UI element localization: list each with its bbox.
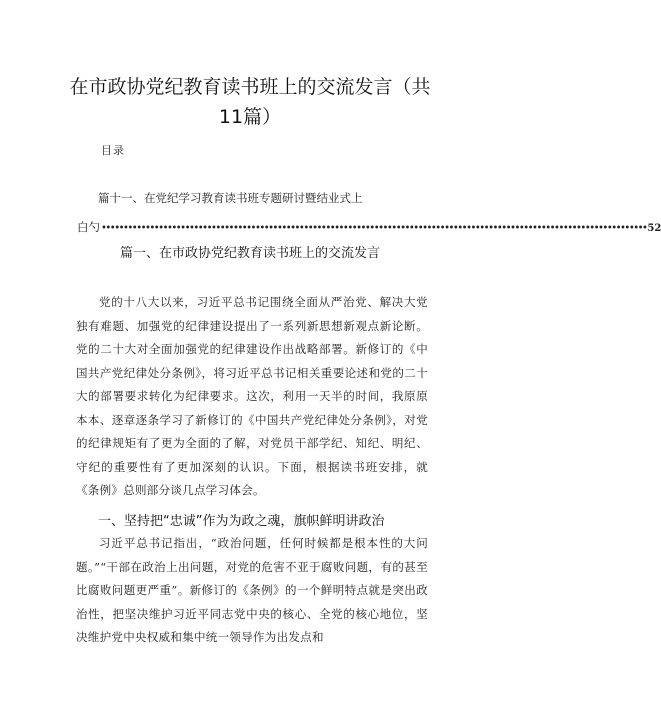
section-title: 篇一、在市政协党纪教育读书班上的交流发言 xyxy=(119,246,380,261)
body-paragraph: 习近平总书记指出，“政治问题，任何时候都是根本性的大问题。”“干部在政治上出问题，对党的危害不亚于腐败问题，有的甚至比腐败问题更严重”。新修订的《条例》的一个鲜明特点就是突出政治性，把坚决维护习近平同志党中央的核心、全党的核心地位，坚决维护党中央权威和集中统一领导作为出发点和 xyxy=(76,536,428,644)
toc-entry-text: 白勺 xyxy=(77,220,100,234)
toc-entry[interactable]: 篇十一、在党纪学习教育读书班专题研讨暨结业式上 xyxy=(98,191,363,205)
toc-label: 目录 xyxy=(101,144,125,157)
body-paragraph: 党的十八大以来，习近平总书记围绕全面从严治党、解决大党独有难题、加强党的纪律建设提出了一系列新思想新观点新论断。党的二十大对全面加强党的纪律建设作出战略部署。新修订的《中国共产党纪律处分条例》，将习近平总书记相关重要论述和党的二十大的部署要求转化为纪律要求。这次，利用一天半的时间，我原原本本、逐章逐条学习了新修订的《中国共产党纪律处分条例》，对党的纪律规矩有了更为全面的了解，对党员干部学纪、知纪、明纪、守纪的重要性有了更加深刻的认识。下面，根据读书班安排，就《条例》总则部分谈几点学习体会。 xyxy=(76,295,428,497)
toc-page-number: 52 xyxy=(647,223,661,234)
section-heading: 一、坚持把“忠诚”作为为政之魂，旗帜鲜明讲政治 xyxy=(98,514,385,529)
toc-entry-continuation[interactable] xyxy=(77,219,661,235)
toc-leader-dots: •••••••••••••••••••••••••••••••••••••••••••••••••••••••••••••••••••••••••••••••••••••••••••••••••••••••••••••••••••••••••••• xyxy=(101,223,647,234)
document-title: 在市政协党纪教育读书班上的交流发言（共11篇） xyxy=(69,76,431,128)
